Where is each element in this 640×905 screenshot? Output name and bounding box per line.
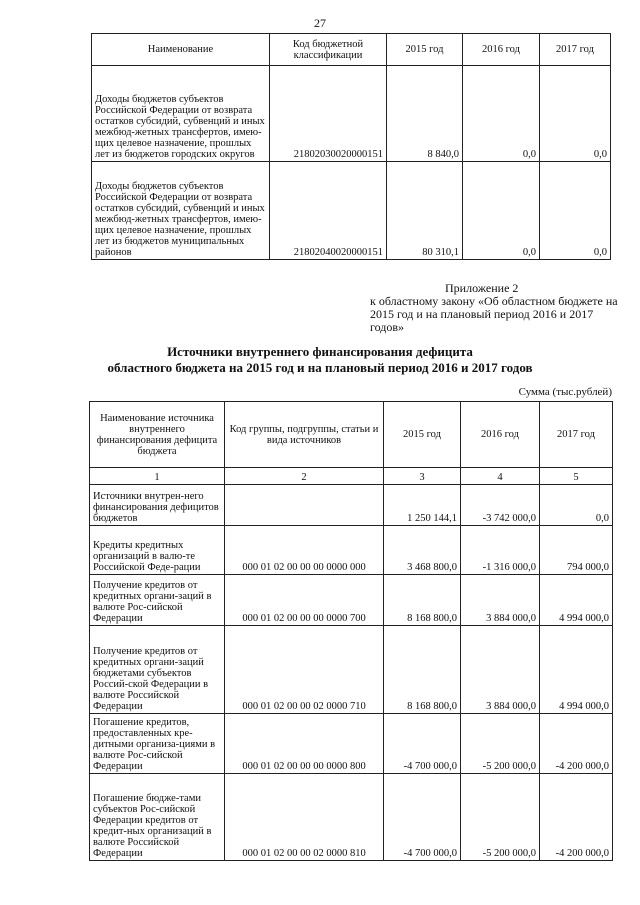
title-line-2: областного бюджета на 2015 год и на плановый период 2016 и 2017 годов bbox=[107, 360, 533, 375]
col-number: 2 bbox=[225, 468, 384, 485]
row-2016: -3 742 000,0 bbox=[461, 485, 540, 526]
row-2015: 8 840,0 bbox=[387, 66, 463, 162]
financing-sources-table bbox=[89, 401, 613, 861]
row-2015: 8 168 800,0 bbox=[384, 575, 461, 626]
row-2015: 8 168 800,0 bbox=[384, 626, 461, 714]
header-code: Код бюджетной классификации bbox=[270, 34, 387, 66]
row-code: 000 01 02 00 00 00 0000 000 bbox=[225, 526, 384, 575]
table-row bbox=[92, 162, 611, 260]
row-code: 000 01 02 00 00 00 0000 800 bbox=[225, 714, 384, 774]
row-2015: 80 310,1 bbox=[387, 162, 463, 260]
row-code: 000 01 02 00 00 02 0000 810 bbox=[225, 774, 384, 861]
appendix-note bbox=[370, 282, 620, 334]
header-name: Наименование bbox=[92, 34, 270, 66]
col-number: 1 bbox=[90, 468, 225, 485]
col-number: 3 bbox=[384, 468, 461, 485]
row-2017: 794 000,0 bbox=[540, 526, 613, 575]
row-name: Кредиты кредитных организаций в валю-те Российской Феде-рации bbox=[90, 526, 225, 575]
table-row bbox=[90, 485, 613, 526]
row-2017: 4 994 000,0 bbox=[540, 626, 613, 714]
row-name: Доходы бюджетов субъектов Российской Федерации от возврата остатков субсидий, субвенций и иных межбюд-жетных трансфертов, имею-щих целевое назначение, прошлых лет из бюджетов муниципальных районов bbox=[92, 162, 270, 260]
row-2017: 0,0 bbox=[540, 162, 611, 260]
row-2017: -4 200 000,0 bbox=[540, 774, 613, 861]
financing-table-header bbox=[90, 402, 613, 468]
table-row bbox=[90, 626, 613, 714]
row-2016: -5 200 000,0 bbox=[461, 774, 540, 861]
row-2015: -4 700 000,0 bbox=[384, 714, 461, 774]
row-2016: 0,0 bbox=[463, 162, 540, 260]
units-label: Сумма (тыс.рублей) bbox=[518, 386, 612, 398]
row-2016: -5 200 000,0 bbox=[461, 714, 540, 774]
header-name: Наименование источника внутреннего финансирования дефицита бюджета bbox=[90, 402, 225, 468]
appendix-text: к областному закону «Об областном бюджете на 2015 год и на плановый период 2016 и 2017 годов» bbox=[370, 294, 618, 334]
header-2016: 2016 год bbox=[461, 402, 540, 468]
col-number: 4 bbox=[461, 468, 540, 485]
row-2017: -4 200 000,0 bbox=[540, 714, 613, 774]
appendix-title: Приложение 2 bbox=[445, 281, 519, 295]
row-name: Погашение кредитов, предоставленных кре-дитными организа-циями в валюте Рос-сийской Федерации bbox=[90, 714, 225, 774]
row-code bbox=[225, 485, 384, 526]
row-2016: -1 316 000,0 bbox=[461, 526, 540, 575]
income-table-header bbox=[92, 34, 611, 66]
header-2017: 2017 год bbox=[540, 402, 613, 468]
row-code: 000 01 02 00 00 02 0000 710 bbox=[225, 626, 384, 714]
row-2017: 4 994 000,0 bbox=[540, 575, 613, 626]
header-2015: 2015 год bbox=[387, 34, 463, 66]
page-number: 27 bbox=[314, 16, 326, 30]
header-2015: 2015 год bbox=[384, 402, 461, 468]
row-2015: 1 250 144,1 bbox=[384, 485, 461, 526]
row-2016: 3 884 000,0 bbox=[461, 575, 540, 626]
table-row bbox=[90, 774, 613, 861]
row-code: 000 01 02 00 00 00 0000 700 bbox=[225, 575, 384, 626]
row-name: Источники внутрен-него финансирования дефицитов бюджетов bbox=[90, 485, 225, 526]
row-name: Доходы бюджетов субъектов Российской Федерации от возврата остатков субсидий, субвенций и иных межбюд-жетных трансфертов, имею-щих целевое назначение, прошлых лет из бюджетов городских округов bbox=[92, 66, 270, 162]
table-row bbox=[90, 714, 613, 774]
title-line-1: Источники внутреннего финансирования дефицита bbox=[167, 344, 473, 359]
row-name: Получение кредитов от кредитных органи-заций в валюте Рос-сийской Федерации bbox=[90, 575, 225, 626]
page-title bbox=[0, 344, 640, 376]
income-table bbox=[91, 33, 611, 260]
table-row bbox=[90, 526, 613, 575]
row-code: 21802030020000151 bbox=[270, 66, 387, 162]
row-2015: 3 468 800,0 bbox=[384, 526, 461, 575]
row-name: Погашение бюдже-тами субъектов Рос-сийской Федерации кредитов от кредит-ных организаций в валюте Российской Федерации bbox=[90, 774, 225, 861]
col-number: 5 bbox=[540, 468, 613, 485]
row-2017: 0,0 bbox=[540, 485, 613, 526]
row-2016: 0,0 bbox=[463, 66, 540, 162]
column-numbers-row bbox=[90, 468, 613, 485]
row-name: Получение кредитов от кредитных органи-заций бюджетами субъектов Россий-ской Федерации в валюте Российской Федерации bbox=[90, 626, 225, 714]
table-row bbox=[90, 575, 613, 626]
row-2017: 0,0 bbox=[540, 66, 611, 162]
header-2016: 2016 год bbox=[463, 34, 540, 66]
row-code: 21802040020000151 bbox=[270, 162, 387, 260]
header-2017: 2017 год bbox=[540, 34, 611, 66]
header-code: Код группы, подгруппы, статьи и вида источников bbox=[225, 402, 384, 468]
table-row bbox=[92, 66, 611, 162]
row-2016: 3 884 000,0 bbox=[461, 626, 540, 714]
row-2015: -4 700 000,0 bbox=[384, 774, 461, 861]
